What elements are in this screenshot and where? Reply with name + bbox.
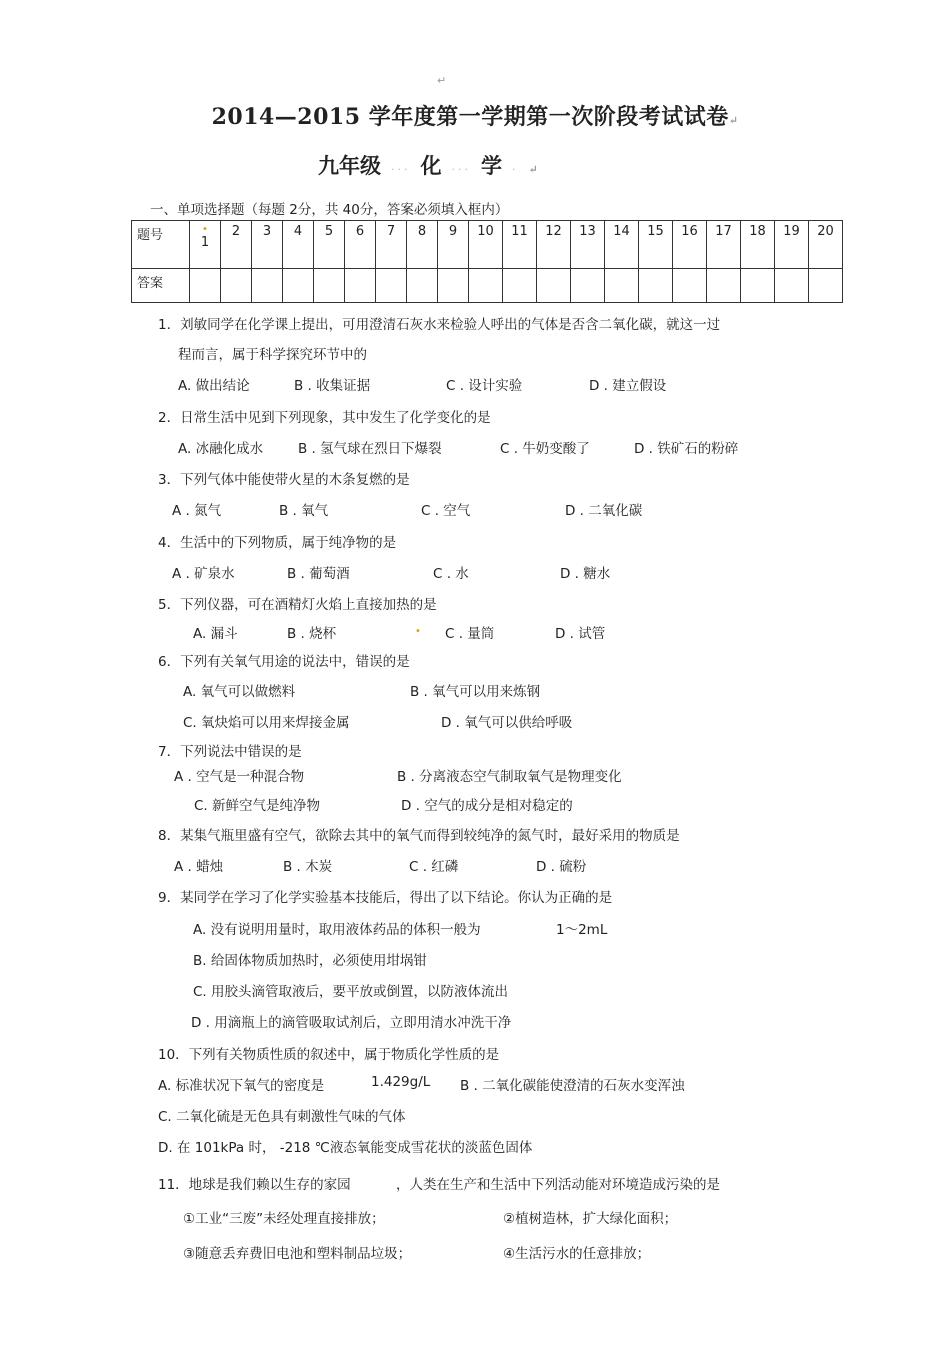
q6-option-a: A. 氧气可以做燃料 xyxy=(183,684,296,700)
answer-cell[interactable] xyxy=(221,269,252,303)
answer-cell[interactable] xyxy=(283,269,314,303)
q3-option-d: D . 二氧化碳 xyxy=(565,503,643,519)
row-label-number: 题号 xyxy=(132,221,190,269)
answer-cell[interactable] xyxy=(469,269,503,303)
question-8-stem: 8．某集气瓶里盛有空气，欲除去其中的氧气而得到较纯净的氮气时，最好采用的物质是 xyxy=(158,828,680,844)
q1-option-b: B . 收集证据 xyxy=(294,378,371,394)
number-cell: 13 xyxy=(571,221,605,269)
q9-option-d: D . 用滴瓶上的滴管吸取试剂后，立即用清水冲洗干净 xyxy=(191,1015,512,1031)
number-cell: 4 xyxy=(283,221,314,269)
subtitle-return-mark: ↵ xyxy=(528,163,538,176)
question-9-stem: 9．某同学在学习了化学实验基本技能后，得出了以下结论。你认为正确的是 xyxy=(158,890,613,906)
q2-option-b: B . 氢气球在烈日下爆裂 xyxy=(298,441,442,457)
q4-option-d: D . 糖水 xyxy=(560,566,611,582)
q5-option-a: A. 漏斗 xyxy=(193,626,238,642)
q9-option-c: C. 用胶头滴管取液后，要平放或倒置，以防液体流出 xyxy=(193,984,509,1000)
title-return-mark: ↵ xyxy=(728,114,739,127)
number-cell: 16 xyxy=(673,221,707,269)
subject-char-1: 化 xyxy=(420,153,442,178)
answer-cell[interactable] xyxy=(639,269,673,303)
dot-mark: • xyxy=(415,626,421,637)
number-cell: 3 xyxy=(252,221,283,269)
answer-cell[interactable] xyxy=(503,269,537,303)
q2-option-c: C . 牛奶变酸了 xyxy=(500,441,590,457)
q10-option-c: C. 二氧化硫是无色具有刺激性气味的气体 xyxy=(158,1109,406,1125)
question-5-stem: 5．下列仪器，可在酒精灯火焰上直接加热的是 xyxy=(158,597,437,613)
answer-cell[interactable] xyxy=(741,269,775,303)
q4-option-b: B . 葡萄酒 xyxy=(287,566,350,582)
number-cell: 10 xyxy=(469,221,503,269)
q2-option-a: A. 冰融化成水 xyxy=(178,441,264,457)
table-row xyxy=(132,221,843,269)
q9-option-a-value: 1～2mL xyxy=(556,922,608,938)
q7-option-c: C. 新鲜空气是纯净物 xyxy=(194,798,321,814)
q1-option-c: C . 设计实验 xyxy=(446,378,523,394)
section-heading: 一、单项选择题（每题 2分，共 40分，答案必须填入框内） xyxy=(150,202,509,218)
number-cell: 20 xyxy=(809,221,843,269)
q2-option-d: D . 铁矿石的粉碎 xyxy=(634,441,739,457)
q3-option-c: C . 空气 xyxy=(421,503,471,519)
q10-option-b: B . 二氧化碳能使澄清的石灰水变浑浊 xyxy=(460,1078,685,1094)
q11-item-1: ①工业“三废”未经处理直接排放； xyxy=(183,1211,385,1227)
q7-option-d: D . 空气的成分是相对稳定的 xyxy=(401,798,573,814)
number-cell: 5 xyxy=(314,221,345,269)
grade-label: 九年级 xyxy=(318,153,381,178)
number-cell: 7 xyxy=(376,221,407,269)
q1-option-a: A. 做出结论 xyxy=(178,378,250,394)
number-cell: 11 xyxy=(503,221,537,269)
number-cell: 9 xyxy=(438,221,469,269)
q1-option-d: D . 建立假设 xyxy=(589,378,667,394)
answer-cell[interactable] xyxy=(707,269,741,303)
question-10-stem: 10．下列有关物质性质的叙述中，属于物质化学性质的是 xyxy=(158,1047,500,1063)
top-return-mark: ↵ xyxy=(437,74,447,87)
q7-option-a: A . 空气是一种混合物 xyxy=(174,769,305,785)
answer-table xyxy=(131,220,843,303)
number-cell: 8 xyxy=(407,221,438,269)
answer-cell[interactable] xyxy=(537,269,571,303)
question-11-stem: 11．地球是我们赖以生存的家园 xyxy=(158,1177,351,1193)
q9-option-b: B. 给固体物质加热时，必须使用坩埚钳 xyxy=(193,953,427,969)
page-title xyxy=(0,100,950,131)
subtitle xyxy=(318,150,538,180)
answer-cell[interactable] xyxy=(571,269,605,303)
q6-option-d: D . 氧气可以供给呼吸 xyxy=(441,715,573,731)
question-11-stem-cont: ，人类在生产和生活中下列活动能对环境造成污染的是 xyxy=(396,1177,720,1193)
question-3-stem: 3．下列气体中能使带火星的木条复燃的是 xyxy=(158,472,410,488)
answer-cell[interactable] xyxy=(438,269,469,303)
answer-cell[interactable] xyxy=(407,269,438,303)
q6-option-b: B . 氧气可以用来炼钢 xyxy=(410,684,541,700)
q7-option-b: B . 分离液态空气制取氧气是物理变化 xyxy=(397,769,622,785)
answer-cell[interactable] xyxy=(314,269,345,303)
q11-item-3: ③随意丢弃费旧电池和塑料制品垃圾； xyxy=(183,1246,412,1262)
q8-option-c: C . 红磷 xyxy=(409,859,459,875)
number-cell: 17 xyxy=(707,221,741,269)
q5-option-b: B . 烧杯 xyxy=(287,626,337,642)
answer-cell[interactable] xyxy=(252,269,283,303)
q4-option-a: A . 矿泉水 xyxy=(172,566,235,582)
spacer-dots: ··· xyxy=(391,163,411,176)
table-row xyxy=(132,269,843,303)
answer-cell[interactable] xyxy=(809,269,843,303)
question-6-stem: 6．下列有关氧气用途的说法中，错误的是 xyxy=(158,654,410,670)
question-7-stem: 7．下列说法中错误的是 xyxy=(158,744,302,760)
number-cell: 12 xyxy=(537,221,571,269)
q5-option-c: C . 量筒 xyxy=(445,626,495,642)
q8-option-a: A . 蜡烛 xyxy=(174,859,224,875)
q11-item-4: ④生活污水的任意排放； xyxy=(503,1246,651,1262)
number-cell: 14 xyxy=(605,221,639,269)
q6-option-c: C. 氧炔焰可以用来焊接金属 xyxy=(183,715,350,731)
number-cell: 19 xyxy=(775,221,809,269)
number-cell: 6 xyxy=(345,221,376,269)
q3-option-b: B . 氧气 xyxy=(279,503,329,519)
question-1-stem: 1．刘敏同学在化学课上提出，可用澄清石灰水来检验人呼出的气体是否含二氧化碳，就这一过 xyxy=(158,317,721,333)
title-text: 2014—2015 学年度第一学期第一次阶段考试试卷 xyxy=(211,104,729,130)
answer-cell[interactable] xyxy=(190,269,221,303)
spacer-dots: ··· xyxy=(451,163,471,176)
q8-option-d: D . 硫粉 xyxy=(536,859,587,875)
number-cell: 15 xyxy=(639,221,673,269)
question-1-stem-cont: 程而言，属于科学探究环节中的 xyxy=(178,347,367,363)
answer-cell[interactable] xyxy=(605,269,639,303)
q3-option-a: A . 氮气 xyxy=(172,503,222,519)
q9-option-a: A. 没有说明用量时，取用液体药品的体积一般为 xyxy=(193,922,481,938)
number-cell: 18 xyxy=(741,221,775,269)
number-cell: 2 xyxy=(221,221,252,269)
answer-cell[interactable] xyxy=(345,269,376,303)
answer-cell[interactable] xyxy=(376,269,407,303)
dot-mark: • xyxy=(202,224,208,235)
question-4-stem: 4．生活中的下列物质，属于纯净物的是 xyxy=(158,535,397,551)
q11-item-2: ②植树造林，扩大绿化面积； xyxy=(503,1211,678,1227)
answer-cell[interactable] xyxy=(775,269,809,303)
answer-cell[interactable] xyxy=(673,269,707,303)
q5-option-d: D . 试管 xyxy=(555,626,606,642)
q4-option-c: C . 水 xyxy=(433,566,469,582)
q10-option-d: D. 在 101kPa 时， -218 ℃液态氧能变成雪花状的淡蓝色固体 xyxy=(158,1140,533,1156)
q10-option-a: A. 标准状况下氧气的密度是 xyxy=(158,1078,325,1094)
q8-option-b: B . 木炭 xyxy=(283,859,333,875)
question-2-stem: 2．日常生活中见到下列现象，其中发生了化学变化的是 xyxy=(158,410,491,426)
number-1: 1 xyxy=(200,235,210,250)
subject-char-2: 学 xyxy=(481,153,502,178)
number-cell xyxy=(190,221,221,269)
spacer-dots: · xyxy=(512,163,519,176)
row-label-answer: 答案 xyxy=(132,269,190,303)
q10-option-a-value: 1.429g/L xyxy=(371,1074,431,1090)
